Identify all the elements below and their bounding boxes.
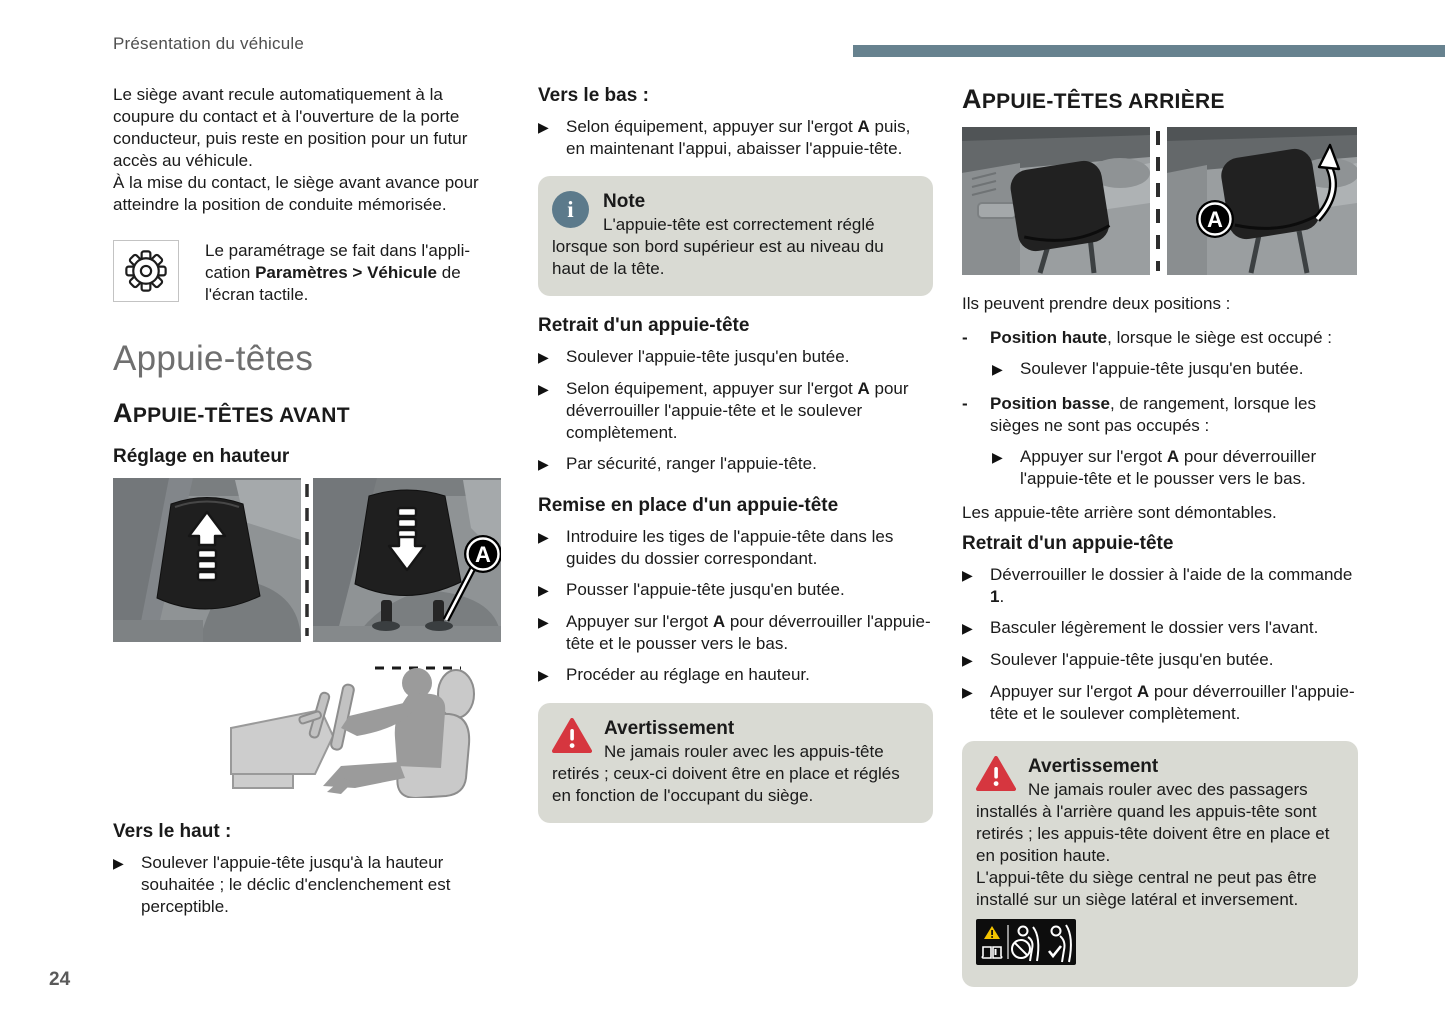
warning-triangle-icon [552, 718, 592, 754]
heading-front-headrests: APPUIE-TÊTES AVANT [113, 398, 350, 428]
warning-text-2: L'appui-tête du siège central ne peut pas être installé sur un siège latéral et inversement. [976, 868, 1317, 909]
note-box [538, 176, 933, 296]
instruction-item: ▶ Basculer légèrement le dossier vers l'avant. [962, 617, 1358, 640]
bullet-arrow-icon [538, 346, 555, 369]
note-title: Note [603, 191, 646, 212]
instruction-item: ▶ Soulever l'appuie-tête jusqu'en butée. [962, 649, 1358, 672]
instruction-item: ▶ Soulever l'appuie-tête jusqu'en butée. [992, 358, 1358, 381]
position-low-item: - Position basse, de rangement, lorsque les sièges ne sont pas occupés : [962, 393, 1358, 437]
bullet-arrow-icon [538, 611, 555, 655]
warning-text: Ne jamais rouler avec les appuis-tête retirés ; ceux-ci doivent être en place et réglés en fonction de l'occupant du siège. [552, 742, 900, 805]
warning-box-rear [962, 741, 1358, 987]
removable-note: Les appuie-tête arrière sont démontables. [962, 503, 1277, 522]
instruction-item: ▶ Appuyer sur l'ergot A pour déverrouiller l'appuie-tête et le pousser vers le bas. [538, 611, 933, 655]
note-text: L'appuie-tête est correctement réglé lorsque son bord supérieur est au niveau du haut de la tête. [552, 215, 884, 278]
settings-note [113, 240, 503, 306]
warning-box-front [538, 703, 933, 823]
warning-title: Avertissement [604, 718, 735, 739]
front-headrest-up-panel [113, 478, 301, 642]
heading-removal-rear: Retrait d'un appuie-tête [962, 533, 1174, 554]
instruction-item: ▶ Pousser l'appuie-tête jusqu'en butée. [538, 579, 933, 602]
instruction-item: ▶ Déverrouiller le dossier à l'aide de la commande 1. [962, 564, 1358, 608]
bullet-arrow-icon [962, 681, 979, 725]
bullet-arrow-icon [538, 579, 555, 602]
bullet-arrow-icon [992, 358, 1009, 381]
heading-refit-front: Remise en place d'un appuie-tête [538, 495, 839, 516]
info-icon: i [552, 191, 589, 228]
gear-icon [113, 240, 179, 302]
dash-marker [962, 327, 990, 349]
front-headrest-figure [113, 478, 503, 648]
instruction-item: ▶ Introduire les tiges de l'appuie-tête dans les guides du dossier correspondant. [538, 526, 933, 570]
column-middle [538, 0, 933, 823]
heading-downwards: Vers le bas : [538, 85, 649, 106]
column-left [113, 0, 503, 918]
dash-marker [962, 393, 990, 437]
svg-text:A: A [1207, 207, 1223, 232]
instruction-item: ▶ Appuyer sur l'ergot A pour déverrouiller l'appuie-tête et le pousser vers le bas. [992, 446, 1358, 490]
instruction-item: ▶ Appuyer sur l'ergot A pour déverrouiller l'appuie-tête et le soulever complètement. [962, 681, 1358, 725]
section-title-headrests: Appuie-têtes [113, 339, 314, 378]
bullet-arrow-icon [538, 378, 555, 444]
heading-removal-front: Retrait d'un appuie-tête [538, 315, 750, 336]
bullet-arrow-icon [538, 526, 555, 570]
rear-intro: Ils peuvent prendre deux positions : [962, 294, 1231, 313]
warning-text-1: Ne jamais rouler avec des passagers installés à l'arrière quand les appuis-tête sont retirés ; les appuis-tête doivent être en place et en position haute. [976, 780, 1330, 865]
rear-headrest-raise-panel [1167, 127, 1357, 275]
page-number: 24 [49, 969, 71, 990]
instruction-item: ▶ Procéder au réglage en hauteur. [538, 664, 933, 687]
instruction-item: ▶ Selon équipement, appuyer sur l'ergot A puis, en maintenant l'appui, abaisser l'appuie-tête. [538, 116, 933, 160]
bullet-arrow-icon [962, 649, 979, 672]
intro-paragraph [113, 84, 503, 216]
position-high-item: - Position haute, lorsque le siège est occupé : [962, 327, 1358, 349]
page-header-title: Présentation du véhicule [113, 34, 304, 53]
bullet-arrow-icon [992, 446, 1009, 490]
headrest-safety-pictogram [976, 919, 1342, 971]
instruction-item: ▶ Soulever l'appuie-tête jusqu'à la hauteur souhaitée ; le déclic d'enclenchement est perceptible. [113, 852, 503, 918]
bullet-arrow-icon [538, 453, 555, 476]
rear-headrest-figure [962, 127, 1358, 281]
heading-height-adjust: Réglage en hauteur [113, 446, 290, 467]
instruction-item: ▶ Selon équipement, appuyer sur l'ergot A pour déverrouiller l'appuie-tête et le soulever complètement. [538, 378, 933, 444]
driver-position-figure [203, 656, 503, 804]
heading-rear-headrests: APPUIE-TÊTES ARRIÈRE [962, 84, 1225, 114]
svg-text:A: A [475, 542, 491, 567]
intro-line-1: Le siège avant recule automatiquement à la coupure du contact et à l'ouverture de la porte conducteur, puis reste en position pour un futur accès au véhicule. [113, 85, 468, 170]
callout-a-badge [1196, 200, 1234, 238]
bullet-arrow-icon [538, 664, 555, 687]
intro-line-2: À la mise du contact, le siège avant avance pour atteindre la position de conduite mémorisée. [113, 173, 479, 214]
bullet-arrow-icon [962, 617, 979, 640]
settings-note-text: Le paramétrage se fait dans l'application Paramètres > Véhicule de l'écran tactile. [205, 241, 471, 304]
front-headrest-down-panel [313, 478, 501, 642]
heading-upwards: Vers le haut : [113, 821, 232, 842]
column-right [962, 0, 1358, 987]
warning-triangle-icon [976, 756, 1016, 792]
rear-headrest-low-panel [962, 127, 1150, 275]
instruction-item: ▶ Par sécurité, ranger l'appuie-tête. [538, 453, 933, 476]
bullet-arrow-icon [962, 564, 979, 608]
bullet-arrow-icon [538, 116, 555, 160]
bullet-arrow-icon [113, 852, 130, 918]
instruction-item: ▶ Soulever l'appuie-tête jusqu'en butée. [538, 346, 933, 369]
warning-title: Avertissement [1028, 756, 1159, 777]
